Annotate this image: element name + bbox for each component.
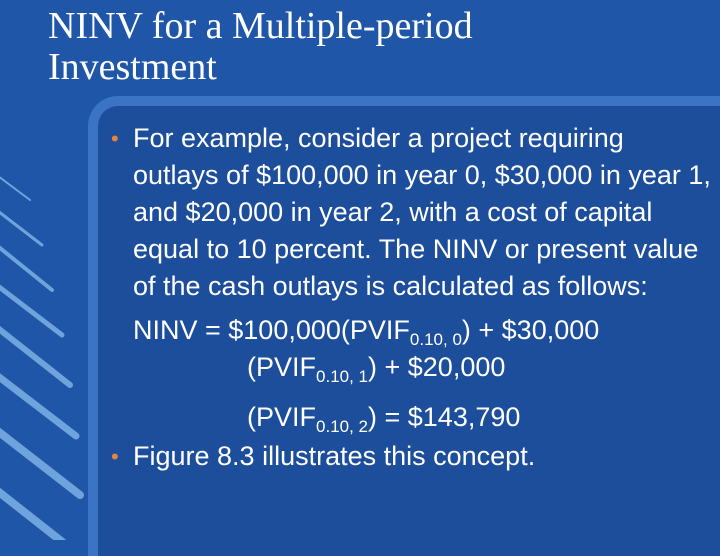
bullet-dot-icon: • xyxy=(111,444,119,469)
bullet-dot-icon: • xyxy=(111,126,119,151)
bullet-item-figure xyxy=(111,438,715,475)
slide-content xyxy=(111,120,715,475)
equation-text: ) + $20,000 xyxy=(368,352,506,382)
equation-text: (PVIF xyxy=(247,402,317,432)
bullet-item-example xyxy=(111,120,715,305)
equation-text: NINV = $100,000(PVIF xyxy=(133,315,410,345)
equation-subscript: 0.10, 0 xyxy=(409,330,462,349)
bullet-text: Figure 8.3 illustrates this concept. xyxy=(133,441,536,471)
equation-text: ) = $143,790 xyxy=(368,402,521,432)
slide-title-line-2: Investment xyxy=(48,46,217,88)
bullet-text: For example, consider a project requiring outlays of $100,000 in year 0, $30,000 in year 1, and $20,000 in year 2, with a cost of capital equal to 10 percent. The NINV or present value of the cash outlays is calculated as follows: xyxy=(133,123,711,301)
equation-subscript: 0.10, 2 xyxy=(316,417,369,436)
slide-title xyxy=(48,6,473,88)
equation-text: ) + $30,000 xyxy=(461,315,600,345)
slide-title-line-1: NINV for a Multiple-period xyxy=(48,5,473,47)
equation-line-3 xyxy=(133,399,715,436)
equation-text: (PVIF xyxy=(247,352,317,382)
equation-line-2 xyxy=(133,349,715,386)
equation-line-1 xyxy=(133,312,715,349)
ninv-equation xyxy=(111,312,715,436)
equation-subscript: 0.10, 1 xyxy=(316,367,369,386)
